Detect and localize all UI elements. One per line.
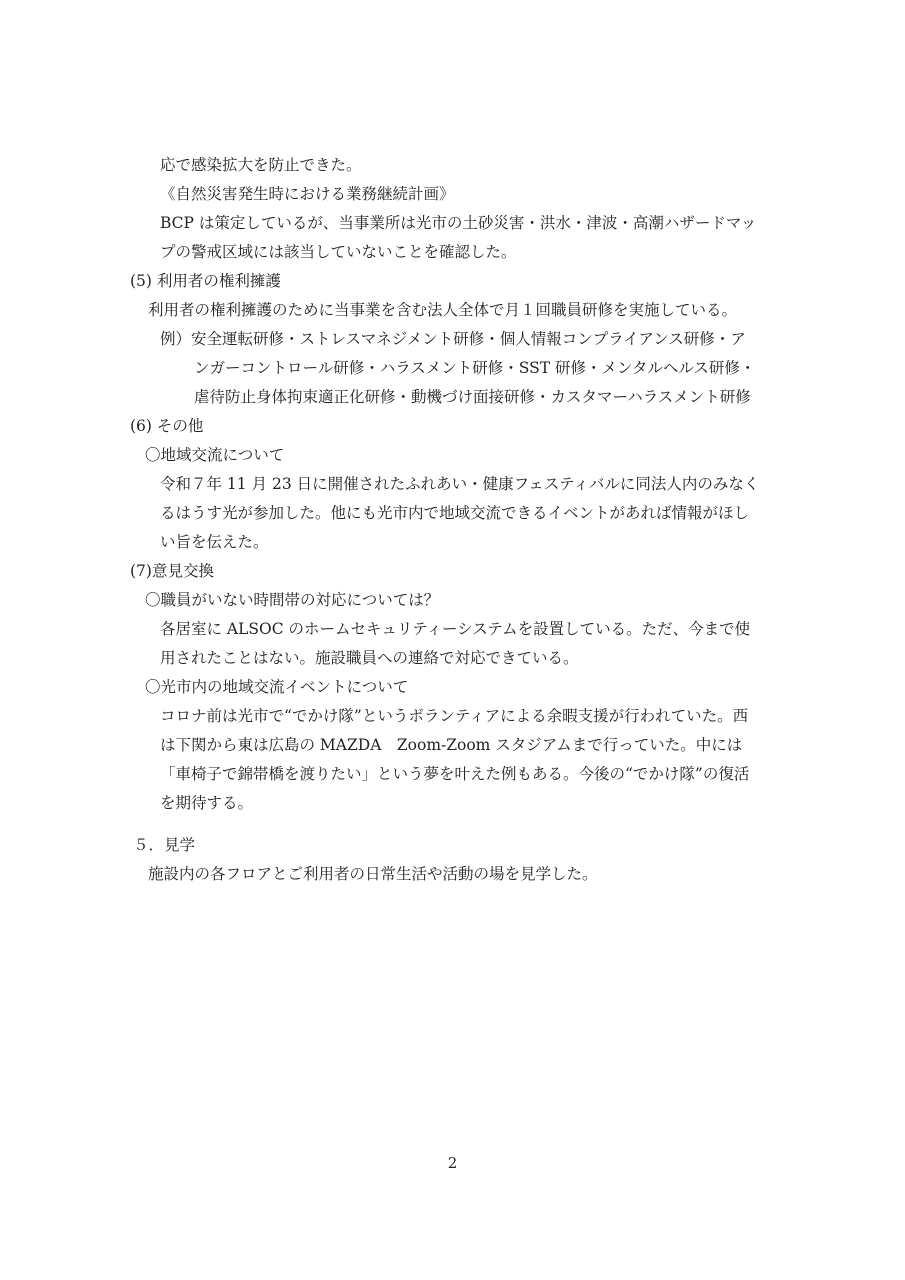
opinion-exchange-heading: (7)意見交換 [130, 562, 214, 580]
community-exchange-subheading: 〇地域交流について [145, 446, 285, 464]
community-exchange-text-line: い旨を伝えた。 [160, 533, 269, 551]
disaster-bcp-text-line: BCP は策定しているが、当事業所は光市の土砂災害・洪水・津波・高潮ハザードマッ [160, 214, 757, 232]
opinion-answer-line: は下関から東は広島の MAZDA Zoom-Zoom スタジアムまで行っていた。中には [160, 736, 743, 754]
disaster-bcp-text-line: プの警戒区域には該当していないことを確認した。 [160, 243, 517, 261]
rights-text: 利用者の権利擁護のために当事業を含む法人全体で月１回職員研修を実施している。 [148, 301, 738, 319]
community-exchange-text-line: 令和７年 11 月 23 日に開催されたふれあい・健康フェスティバルに同法人内のみなく [160, 475, 760, 493]
bcp-paragraph-end: 応で感染拡大を防止できた。 [160, 156, 362, 174]
opinion-answer-line: コロナ前は光市で“でかけ隊”というボランティアによる余暇支援が行われていた。西 [160, 707, 749, 725]
training-example-line: 虐待防止身体拘束適正化研修・動機づけ面接研修・カスタマーハラスメント研修 [194, 388, 751, 406]
section-5-text: 施設内の各フロアとご利用者の日常生活や活動の場を見学した。 [148, 865, 598, 883]
community-exchange-text-line: るはうす光が参加した。他にも光市内で地域交流できるイベントがあれば情報がほし [160, 504, 750, 522]
rights-heading: (5) 利用者の権利擁護 [130, 272, 281, 290]
other-heading: (6) その他 [130, 417, 204, 435]
opinion-answer-line: 各居室に ALSOC のホームセキュリティーシステムを設置している。ただ、今まで使 [160, 620, 751, 638]
opinion-answer-line: を期待する。 [160, 794, 254, 812]
section-5-heading: ５．見学 [133, 836, 196, 854]
opinion-answer-line: 「車椅子で錦帯橋を渡りたい」という夢を叶えた例もある。今後の“でかけ隊”の復活 [160, 765, 750, 783]
opinion-question: 〇職員がいない時間帯の対応については？ [145, 591, 440, 609]
opinion-question: 〇光市内の地域交流イベントについて [145, 678, 409, 696]
opinion-answer-line: 用されたことはない。施設職員への連絡で対応できている。 [160, 649, 579, 667]
training-example-line: 例）安全運転研修・ストレスマネジメント研修・個人情報コンプライアンス研修・ア [160, 330, 746, 348]
disaster-bcp-heading: 《自然災害発生時における業務継続計画》 [160, 185, 455, 203]
page-number: 2 [447, 1154, 458, 1172]
training-example-line: ンガーコントロール研修・ハラスメント研修・SST 研修・メンタルヘルス研修・ [194, 359, 756, 377]
